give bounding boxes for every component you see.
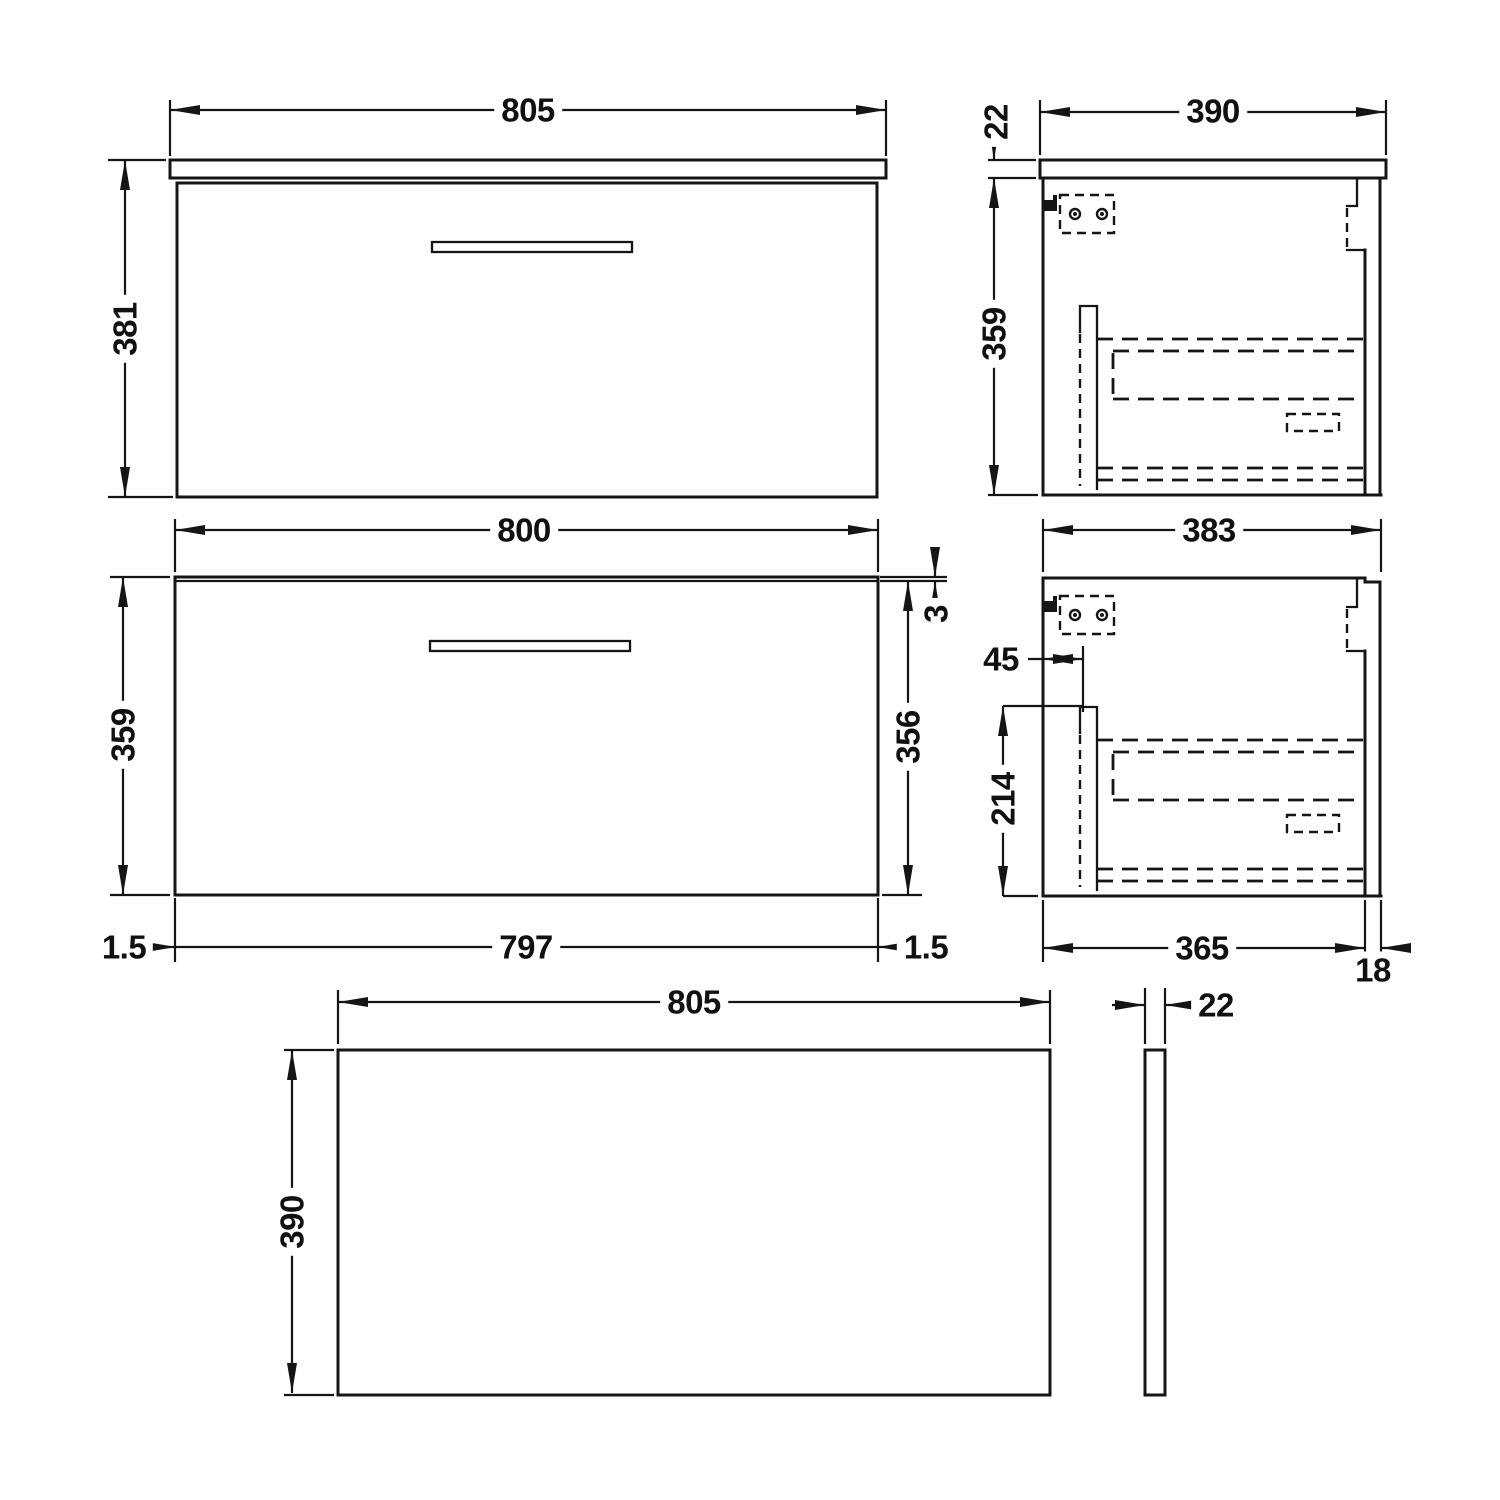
worktop-side [1040, 160, 1386, 178]
dim-label-a-height: 381 [107, 295, 144, 363]
dim-label-e-thickness: 22 [1191, 987, 1241, 1024]
worktop-edge-plan [1145, 1050, 1165, 1395]
dim-label-c-drawer-width: 797 [492, 929, 560, 966]
dim-label-c-gap-right: 1.5 [897, 929, 955, 966]
dim-label-c-height: 359 [105, 701, 142, 769]
dim-label-d-internal-depth: 365 [1168, 930, 1236, 967]
dim-label-c-gap-left: 1.5 [95, 929, 153, 966]
view-front-with-worktop [170, 160, 886, 497]
dim-label-b-worktop-thickness: 22 [978, 97, 1015, 147]
dim-label-b-cabinet-height: 359 [976, 300, 1013, 368]
view-side-cabinet [1043, 578, 1381, 896]
dim-label-c-top-edge: 3 [918, 598, 955, 630]
dim-label-e-depth: 390 [274, 1188, 311, 1256]
dim-label-d-back-panel: 18 [1348, 952, 1398, 989]
dim-label-b-depth: 390 [1179, 93, 1247, 130]
drawer-handle-2 [430, 641, 630, 651]
dim-label-d-depth: 383 [1175, 512, 1243, 549]
dim-label-e-width: 805 [660, 984, 728, 1021]
view-side-with-worktop [1040, 160, 1386, 495]
view-worktop-plan [338, 1050, 1165, 1395]
cabinet-front [177, 183, 877, 497]
dim-label-c-width: 800 [490, 512, 558, 549]
view-front-cabinet [175, 577, 878, 895]
drawer-handle [432, 242, 632, 252]
worktop-plan [338, 1050, 1050, 1395]
dim-label-d-drawer-box-height: 214 [985, 765, 1022, 833]
dim-label-c-drawer-height: 356 [890, 703, 927, 771]
dim-label-d-runner-offset: 45 [976, 641, 1026, 678]
cabinet-front-2 [175, 577, 878, 895]
dim-label-a-width: 805 [494, 92, 562, 129]
worktop-front [170, 160, 886, 178]
